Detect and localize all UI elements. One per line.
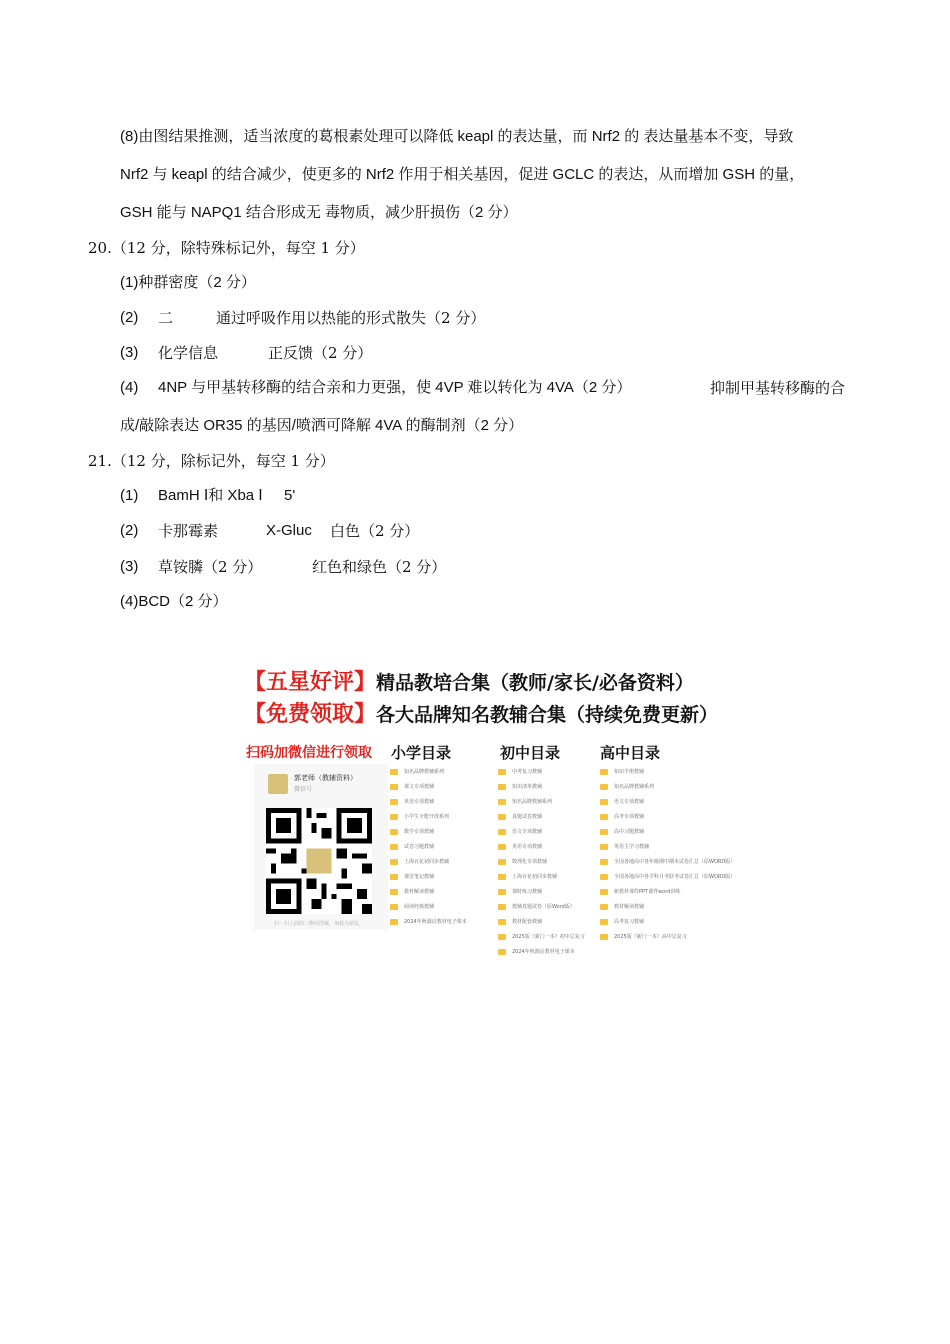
question-20-heading: 20.（12 分，除特殊标记外，每空 1 分） — [88, 239, 365, 257]
folder-icon — [600, 874, 608, 880]
folder-item[interactable] — [600, 884, 735, 899]
answer-20-4-part3: 成/敲除表达 OR35 的基因/喷洒可降解 4VA 的酶制剂（2 分） — [120, 417, 524, 434]
folder-item[interactable] — [390, 809, 467, 824]
answer-21-1-part1: BamH Ⅰ和 Xba Ⅰ — [158, 487, 263, 504]
primary-catalog-list — [390, 764, 467, 929]
folder-item[interactable] — [498, 824, 585, 839]
folder-icon — [498, 769, 506, 775]
answer-21-2-number: (2) — [120, 522, 139, 539]
folder-icon — [600, 919, 608, 925]
folder-icon — [600, 889, 608, 895]
folder-item[interactable] — [498, 779, 585, 794]
folder-label: 全国各地高中各学科月考联考试卷汇总（原WORD版） — [614, 874, 736, 880]
avatar — [268, 774, 288, 794]
folder-icon — [390, 829, 398, 835]
folder-icon — [390, 799, 398, 805]
card-name: 郭老师（教辅资料） — [294, 774, 357, 782]
folder-label: 教材解读教辅 — [404, 889, 435, 895]
folder-icon — [390, 814, 398, 820]
answer-20-2-part1: 二 — [158, 309, 174, 327]
answer-20-1: (1)种群密度（2 分） — [120, 274, 256, 291]
folder-label: 高考复习教辅 — [614, 919, 645, 925]
folder-icon — [390, 769, 398, 775]
folder-label: 中考复习教辅 — [512, 769, 543, 775]
folder-label: 小学生全能开放系列 — [404, 814, 450, 820]
folder-icon — [498, 859, 506, 865]
folder-label: 全国各地高中各年级期中期末试卷汇总（原WORD版） — [614, 859, 736, 865]
folder-item[interactable] — [498, 809, 585, 824]
promo-headline-2-black: 各大品牌知名教辅合集（持续免费更新） — [376, 704, 719, 726]
answer-20-3-number: (3) — [120, 344, 139, 361]
folder-label: 上海百花初同步教辅 — [404, 859, 450, 865]
answer-21-4: (4)BCD（2 分） — [120, 593, 228, 610]
folder-label: 2025版《新门一本》高中总复习 — [614, 934, 687, 940]
folder-item[interactable] — [498, 794, 585, 809]
folder-item[interactable] — [390, 869, 467, 884]
card-subtitle: 微信号 — [294, 786, 313, 793]
promo-headline-1-black: 精品教培合集（教师/家长/必备资料） — [376, 672, 694, 694]
answer-21-3-number: (3) — [120, 558, 139, 575]
folder-label: 知识清单教辅 — [512, 784, 543, 790]
folder-icon — [600, 769, 608, 775]
folder-icon — [390, 784, 398, 790]
answer-21-3-part2: 红色和绿色（2 分） — [312, 558, 447, 576]
folder-icon — [498, 934, 506, 940]
folder-item[interactable] — [600, 839, 735, 854]
folder-icon — [498, 814, 506, 820]
answer-21-2-part3: 白色（2 分） — [330, 522, 420, 540]
folder-item[interactable] — [390, 779, 467, 794]
folder-item[interactable] — [390, 839, 467, 854]
folder-icon — [390, 904, 398, 910]
folder-icon — [498, 829, 506, 835]
folder-label: 课堂笔记教辅 — [404, 874, 435, 880]
folder-item[interactable] — [498, 914, 585, 929]
folder-item[interactable] — [498, 899, 585, 914]
folder-item[interactable] — [498, 839, 585, 854]
folder-label: 知名品牌教辅系列 — [512, 799, 553, 805]
folder-item[interactable] — [390, 824, 467, 839]
folder-label: 知名品牌教辅系列 — [614, 784, 655, 790]
promo-banner — [244, 664, 736, 955]
qr-code-icon[interactable] — [266, 808, 372, 914]
folder-label: 语文专项教辅 — [512, 829, 543, 835]
folder-icon — [600, 904, 608, 910]
folder-icon — [600, 859, 608, 865]
answer-20-2-number: (2) — [120, 309, 139, 326]
folder-item[interactable] — [390, 884, 467, 899]
folder-item[interactable] — [600, 824, 735, 839]
answer-21-3-part1: 草铵膦（2 分） — [158, 558, 263, 576]
folder-label: 英语主学习教辅 — [614, 844, 650, 850]
folder-icon — [390, 889, 398, 895]
folder-item[interactable] — [390, 764, 467, 779]
folder-label: 试卷习题教辅 — [404, 844, 435, 850]
folder-icon — [498, 949, 506, 955]
folder-icon — [600, 784, 608, 790]
folder-item[interactable] — [600, 764, 735, 779]
high-catalog-title: 高中目录 — [600, 744, 661, 762]
folder-icon — [498, 784, 506, 790]
folder-item[interactable] — [600, 779, 735, 794]
promo-scan-label: 扫码加微信进行领取 — [246, 745, 372, 761]
folder-label: 语文专项教辅 — [614, 799, 645, 805]
folder-item[interactable] — [600, 929, 735, 944]
answer-21-1-part2: 5' — [284, 487, 296, 504]
promo-headline-2 — [244, 700, 718, 729]
folder-item[interactable] — [390, 854, 467, 869]
folder-icon — [390, 874, 398, 880]
folder-label: 教材解读教辅 — [614, 904, 645, 910]
folder-label: 高中习题教辅 — [614, 829, 645, 835]
answer-21-2-part1: 卡那霉素 — [158, 522, 219, 540]
primary-catalog-title: 小学目录 — [391, 744, 452, 762]
question-21-heading: 21.（12 分，除标记外，每空 1 分） — [88, 452, 335, 470]
promo-headline-1-red: 【五星好评】 — [244, 669, 377, 695]
folder-label: 英语专项教辅 — [512, 844, 543, 850]
answer-20-4-number: (4) — [120, 379, 139, 396]
folder-item[interactable] — [498, 869, 585, 884]
promo-headline-2-red: 【免费领取】 — [244, 701, 377, 727]
folder-icon — [600, 814, 608, 820]
folder-label: 知名品牌教辅系列 — [404, 769, 445, 775]
folder-item[interactable] — [600, 794, 735, 809]
promo-headline-1 — [244, 668, 694, 697]
folder-label: 真题试卷教辅 — [512, 814, 543, 820]
answer-20-3-part1: 化学信息 — [158, 344, 219, 362]
answer-20-4-part1: 4NP 与甲基转移酶的结合亲和力更强，使 4VP 难以转化为 4VA（2 分） — [158, 379, 632, 396]
answer-21-2-part2: X-Gluc — [266, 522, 312, 539]
folder-item[interactable] — [498, 884, 585, 899]
folder-item[interactable] — [390, 794, 467, 809]
folder-icon — [600, 844, 608, 850]
folder-label: 教材配套教辅 — [512, 919, 543, 925]
folder-label: 2024年秋源启教材电子课本 — [404, 919, 467, 925]
folder-label: 高考专项教辅 — [614, 814, 645, 820]
folder-icon — [600, 799, 608, 805]
folder-item[interactable] — [498, 944, 585, 959]
folder-item[interactable] — [390, 899, 467, 914]
high-catalog-list — [600, 764, 735, 944]
folder-icon — [498, 799, 506, 805]
folder-item[interactable] — [390, 914, 467, 929]
answer-20-4-part2: 抑制甲基转移酶的合 — [710, 379, 846, 397]
middle-catalog-title: 初中目录 — [500, 744, 561, 762]
folder-label: 新教材课件PPT课件word讲练 — [614, 889, 681, 895]
folder-label: 课时练习教辅 — [512, 889, 543, 895]
folder-icon — [498, 874, 506, 880]
folder-icon — [390, 844, 398, 850]
answer-line-8-2: Nrf2 与 keapl 的结合减少，使更多的 Nrf2 作用于相关基因，促进 GCLC 的表达，从而增加 GSH 的量， — [120, 166, 805, 183]
folder-item[interactable] — [498, 854, 585, 869]
folder-icon — [498, 844, 506, 850]
answer-line-8-3: GSH 能与 NAPQ1 结合形成无 毒物质，减少肝损伤（2 分） — [120, 204, 518, 221]
answer-20-3-part2: 正反馈（2 分） — [268, 344, 373, 362]
card-note: 扫一扫上面的二维码图案，加我为朋友。 — [274, 921, 365, 927]
folder-icon — [600, 934, 608, 940]
folder-item[interactable] — [600, 809, 735, 824]
middle-catalog-list — [498, 764, 585, 959]
folder-label: 英语专项教辅 — [404, 799, 435, 805]
folder-icon — [600, 829, 608, 835]
folder-label: 数学专项教辅 — [404, 829, 435, 835]
folder-icon — [498, 889, 506, 895]
folder-label: 课文专项教辅 — [404, 784, 435, 790]
folder-item[interactable] — [498, 929, 585, 944]
folder-item[interactable] — [600, 854, 735, 869]
folder-item[interactable] — [600, 869, 735, 884]
folder-label: 2025版《新门一本》初中总复习 — [512, 934, 585, 940]
folder-item[interactable] — [498, 764, 585, 779]
folder-icon — [390, 859, 398, 865]
answer-20-2-part2: 通过呼吸作用以热能的形式散失（2 分） — [216, 309, 486, 327]
folder-icon — [498, 904, 506, 910]
answer-21-1-number: (1) — [120, 487, 139, 504]
folder-label: 数理化专项教辅 — [512, 859, 548, 865]
folder-item[interactable] — [600, 914, 735, 929]
folder-label: 教辅真题试卷（原Word版） — [512, 904, 575, 910]
folder-label: 2024年秋源启教材电子课本 — [512, 949, 575, 955]
folder-icon — [390, 919, 398, 925]
folder-label: 上海百花初同步教辅 — [512, 874, 558, 880]
answer-line-8-1: (8)由图结果推测，适当浓度的葛根素处理可以降低 keapl 的表达量，而 Nrf2 的 表达量基本不变，导致 — [120, 128, 794, 145]
folder-label: 知识手册教辅 — [614, 769, 645, 775]
wechat-card — [254, 764, 388, 930]
folder-item[interactable] — [600, 899, 735, 914]
folder-label: 阅读经典教辅 — [404, 904, 435, 910]
folder-icon — [498, 919, 506, 925]
